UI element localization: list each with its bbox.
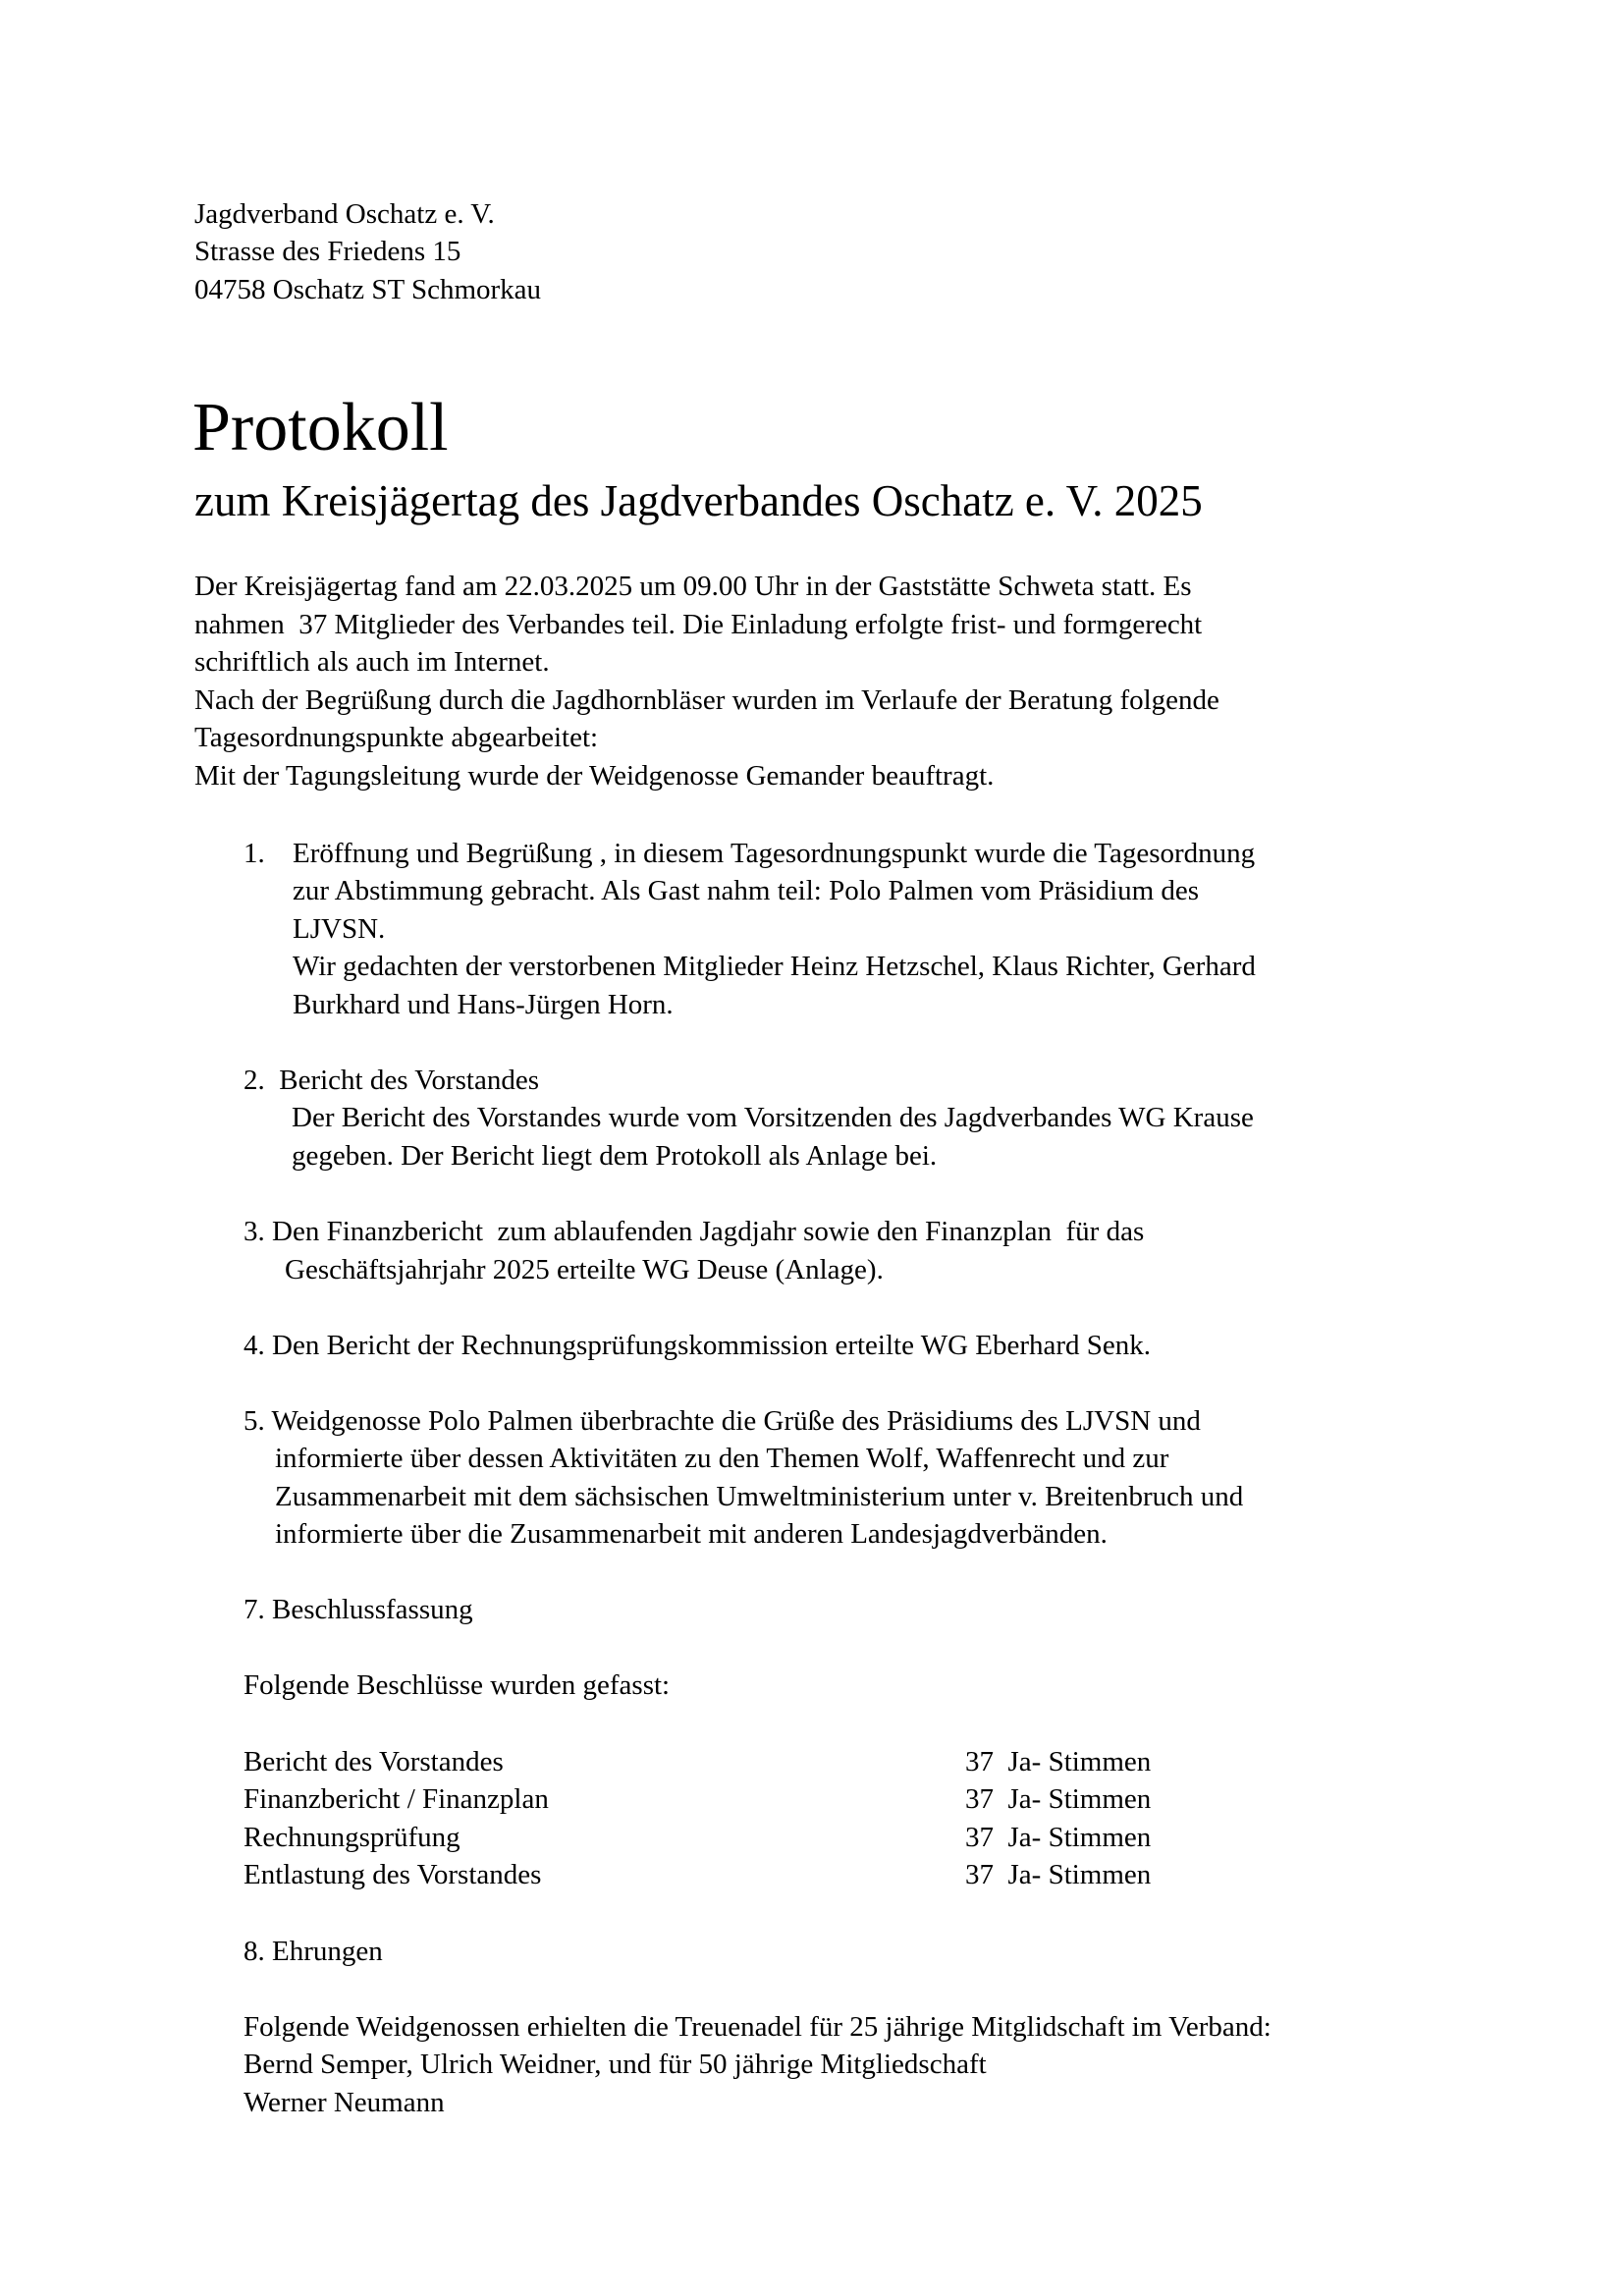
resolution-label: Finanzbericht / Finanzplan: [243, 1783, 549, 1815]
document-title: Protokoll: [192, 390, 449, 465]
resolution-votes: 37 Ja- Stimmen: [965, 1783, 1152, 1815]
item-1-number: 1.: [243, 838, 265, 869]
item-2-line: gegeben. Der Bericht liegt dem Protokoll als Anlage bei.: [292, 1140, 938, 1172]
resolution-label: Entlastung des Vorstandes: [243, 1859, 542, 1890]
resolution-votes: 37 Ja- Stimmen: [965, 1822, 1152, 1853]
honors-line: Bernd Semper, Ulrich Weidner, und für 50 jährige Mitgliedschaft: [243, 2049, 987, 2080]
intro-line: nahmen 37 Mitglieder des Verbandes teil. Die Einladung erfolgte frist- und formgerecht: [194, 609, 1203, 640]
item-3-line: Geschäftsjahrjahr 2025 erteilte WG Deuse (Anlage).: [285, 1254, 884, 1285]
resolution-votes: 37 Ja- Stimmen: [965, 1746, 1152, 1777]
intro-line: Der Kreisjägertag fand am 22.03.2025 um 09.00 Uhr in der Gaststätte Schweta statt. Es: [194, 571, 1192, 602]
resolutions-intro: Folgende Beschlüsse wurden gefasst:: [243, 1669, 671, 1701]
item-1-line: Burkhard und Hans-Jürgen Horn.: [293, 989, 674, 1020]
intro-line: Mit der Tagungsleitung wurde der Weidgenosse Gemander beauftragt.: [194, 760, 995, 792]
item-5-line: Zusammenarbeit mit dem sächsischen Umweltministerium unter v. Breitenbruch und: [275, 1481, 1244, 1512]
document-subtitle: zum Kreisjägertag des Jagdverbandes Oschatz e. V. 2025: [194, 476, 1203, 525]
item-8-heading: 8. Ehrungen: [243, 1936, 383, 1967]
item-5-line: 5. Weidgenosse Polo Palmen überbrachte die Grüße des Präsidiums des LJVSN und: [243, 1405, 1201, 1437]
item-1-line: Eröffnung und Begrüßung , in diesem Tagesordnungspunkt wurde die Tagesordnung: [293, 838, 1256, 869]
item-5-line: informierte über dessen Aktivitäten zu den Themen Wolf, Waffenrecht und zur: [275, 1443, 1169, 1474]
honors-line: Werner Neumann: [243, 2087, 445, 2118]
resolution-label: Rechnungsprüfung: [243, 1822, 460, 1853]
address-organization: Jagdverband Oschatz e. V.: [194, 198, 495, 230]
intro-line: Tagesordnungspunkte abgearbeitet:: [194, 722, 599, 753]
address-street: Strasse des Friedens 15: [194, 236, 461, 267]
intro-line: Nach der Begrüßung durch die Jagdhornbläser wurden im Verlaufe der Beratung folgende: [194, 684, 1219, 716]
item-4-line: 4. Den Bericht der Rechnungsprüfungskommission erteilte WG Eberhard Senk.: [243, 1330, 1152, 1361]
item-2-heading: 2. Bericht des Vorstandes: [243, 1065, 539, 1096]
item-1-line: LJVSN.: [293, 913, 386, 945]
honors-line: Folgende Weidgenossen erhielten die Treuenadel für 25 jährige Mitglidschaft im Verband:: [243, 2011, 1271, 2043]
item-7-heading: 7. Beschlussfassung: [243, 1594, 473, 1625]
item-5-line: informierte über die Zusammenarbeit mit anderen Landesjagdverbänden.: [275, 1518, 1108, 1550]
item-1-line: Wir gedachten der verstorbenen Mitglieder Heinz Hetzschel, Klaus Richter, Gerhard: [293, 951, 1256, 982]
intro-line: schriftlich als auch im Internet.: [194, 646, 550, 678]
item-3-line: 3. Den Finanzbericht zum ablaufenden Jagdjahr sowie den Finanzplan für das: [243, 1216, 1145, 1247]
resolution-votes: 37 Ja- Stimmen: [965, 1859, 1152, 1890]
address-city: 04758 Oschatz ST Schmorkau: [194, 274, 542, 305]
item-1-line: zur Abstimmung gebracht. Als Gast nahm teil: Polo Palmen vom Präsidium des: [293, 875, 1200, 906]
resolution-label: Bericht des Vorstandes: [243, 1746, 504, 1777]
item-2-line: Der Bericht des Vorstandes wurde vom Vorsitzenden des Jagdverbandes WG Krause: [292, 1102, 1254, 1133]
